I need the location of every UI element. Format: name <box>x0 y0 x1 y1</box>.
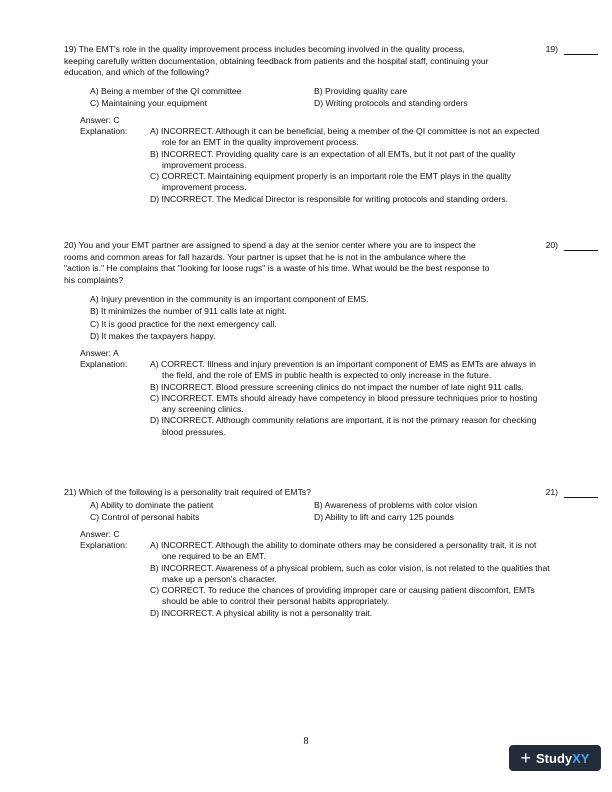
explanation-label: Explanation: <box>80 540 128 550</box>
explanation-c: C) CORRECT. To reduce the chances of providing improper care or causing patient discomfort, EMTs should be able to control their personal habits appropriately. <box>150 585 535 607</box>
explanation-b: B) INCORRECT. Blood pressure screening clinics do not impact the number of late night 911 calls. <box>150 381 524 392</box>
explanation-label: Explanation: <box>80 359 128 369</box>
plus-icon: + <box>520 748 532 768</box>
explanation-a: A) INCORRECT. Although it can be beneficial, being a member of the QI committee is not an expected role for an EMT in the quality improvement process. <box>150 126 540 148</box>
choice-b: B) Providing quality care <box>314 86 408 96</box>
choices <box>90 499 560 524</box>
explanation-c: C) CORRECT. Maintaining equipment properly is an important role the EMT plays in the quality improvement process. <box>150 171 511 193</box>
brand-study: Study <box>536 750 573 766</box>
answer: Answer: C <box>80 115 120 125</box>
choice-c: C) It is good practice for the next emergency call. <box>90 318 277 329</box>
explanation-items <box>150 126 550 205</box>
question-text: 21) Which of the following is a personality trait required of EMTs? <box>64 487 311 497</box>
explanation-d: D) INCORRECT. Although community relations are important, it is not the primary reason for checking blood pressures. <box>150 415 537 437</box>
choices <box>90 85 560 110</box>
choice-d: D) It makes the taxpayers happy. <box>90 331 216 342</box>
explanation-items <box>150 540 550 619</box>
brand-xy: XY <box>572 750 590 766</box>
explanation-d: D) INCORRECT. A physical ability is not a personality trait. <box>150 607 373 618</box>
explanation-label: Explanation: <box>80 126 128 136</box>
answer: Answer: C <box>80 529 120 539</box>
explanation-c: C) INCORRECT. EMTs should already have competency in blood pressure techniques prior to hosting any screening clinics. <box>150 392 538 415</box>
studyxy-badge[interactable] <box>509 745 601 771</box>
question-number-right: 19) <box>545 44 558 54</box>
choice-a: A) Being a member of the QI committee <box>90 86 242 96</box>
choice-d: D) Writing protocols and standing orders <box>314 98 468 109</box>
explanation-b: B) INCORRECT. Providing quality care is an expectation of all EMTs, but it not part of the quality improvement process. <box>150 148 516 170</box>
explanation-b: B) INCORRECT. Awareness of a physical problem, such as color vision, is not related to the qualities that make up a person's character. <box>150 562 550 584</box>
choice-d: D) Ability to lift and carry 125 pounds <box>314 512 454 523</box>
choice-a: A) Injury prevention in the community is an important component of EMS. <box>90 294 369 304</box>
choices <box>90 293 560 343</box>
question-text: 19) The EMT's role in the quality improvement process includes becoming involved in the quality process, keeping carefully written documentation, obtaining feedback from patients and the hospital staff, continuing your education, and which of the following? <box>64 44 489 78</box>
explanation-d: D) INCORRECT. The Medical Director is responsible for writing protocols and standing orders. <box>150 193 509 204</box>
explanation-items <box>150 359 550 438</box>
choice-a: A) Ability to dominate the patient <box>90 500 214 510</box>
choice-c: C) Control of personal habits <box>90 512 200 523</box>
question-number-right: 20) <box>545 240 558 250</box>
question-number-right: 21) <box>545 487 558 497</box>
answer: Answer: A <box>80 348 119 358</box>
answer-blank[interactable] <box>564 54 598 55</box>
answer-blank[interactable] <box>564 497 598 498</box>
question-text: 20) You and your EMT partner are assigned to spend a day at the senior center where you are to inspect the rooms and common areas for fall hazards. Your partner is upset that he is not in the ambulance where the "action is." He complains that "looking for loose rugs" is a waste of his time. What would be the best response to his complaints? <box>64 240 490 285</box>
choice-b: B) Awareness of problems with color vision <box>314 500 478 510</box>
choice-c: C) Maintaining your equipment <box>90 98 208 109</box>
answer-blank[interactable] <box>564 250 598 251</box>
explanation-a: A) CORRECT. Illness and injury prevention is an important component of EMS as EMTs are always in the field, and the role of EMS in public health is expected to only increase in the future. <box>150 359 536 381</box>
explanation-a: A) INCORRECT. Although the ability to dominate others may be considered a personality trait, it is not one required to be an EMT. <box>150 540 537 562</box>
page-number: 8 <box>303 736 309 747</box>
choice-b: B) It minimizes the number of 911 calls late at night. <box>90 306 287 317</box>
